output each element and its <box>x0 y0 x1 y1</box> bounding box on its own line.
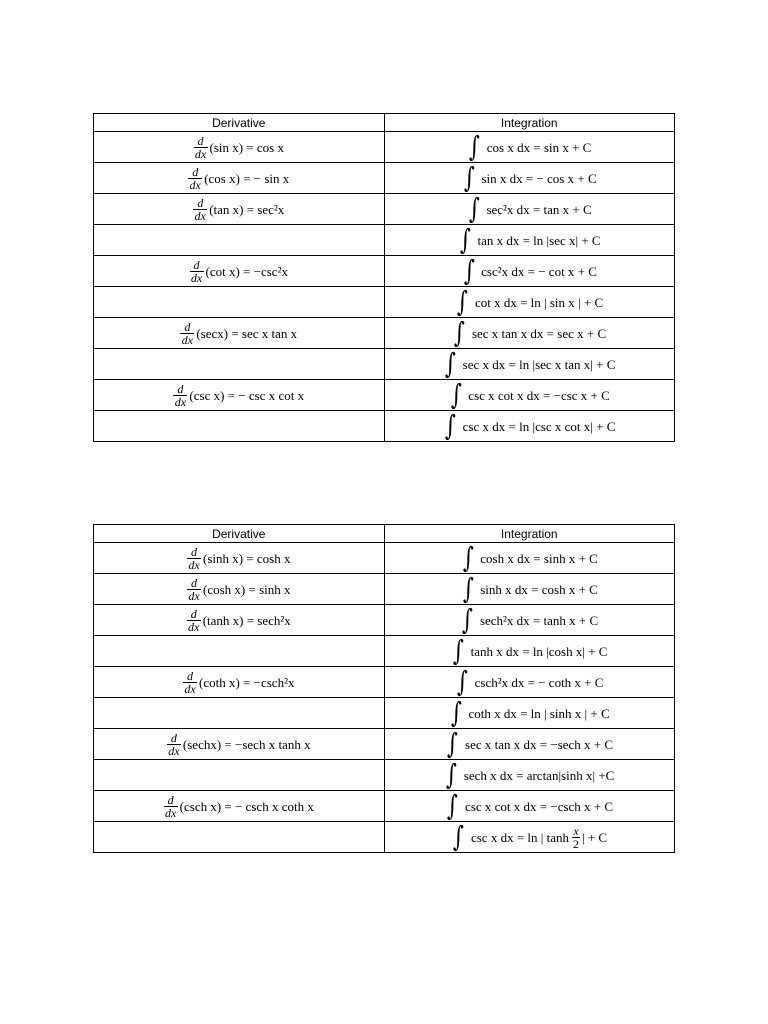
derivative-cell <box>94 791 385 822</box>
integration-cell <box>384 380 675 411</box>
fraction-numerator: d <box>191 544 197 559</box>
integration-formula: sech x dx = arctan|sinh x| +C <box>463 767 615 783</box>
table-row <box>94 543 675 574</box>
fraction-numerator: d <box>170 730 177 745</box>
table-header-row <box>94 525 675 543</box>
integration-formula: csc x dx = ln |csc x cot x| + C <box>462 418 616 434</box>
derivative-cell <box>94 349 385 380</box>
integral-sign-icon: ∫ <box>468 130 480 163</box>
fraction-denominator: dx <box>188 588 200 603</box>
integration-cell <box>384 605 675 636</box>
integral-sign-icon: ∫ <box>457 285 469 318</box>
derivative-operator <box>164 794 178 819</box>
integration-cell <box>384 132 675 163</box>
derivative-formula: (tan x) = sec²x <box>209 201 285 217</box>
integration-formula: cosh x dx = sinh x + C <box>480 550 598 566</box>
integration-cell <box>384 667 675 698</box>
fraction-numerator: d <box>197 133 204 148</box>
fraction-numerator: x <box>573 823 579 838</box>
fraction-numerator: d <box>192 164 199 179</box>
integral-sign-icon: ∫ <box>462 541 474 574</box>
integral-sign-icon: ∫ <box>468 192 480 225</box>
fraction-numerator: d <box>197 195 204 210</box>
derivative-cell <box>94 698 385 729</box>
integration-column-header: Integration <box>384 114 675 132</box>
fraction-denominator: dx <box>181 332 193 347</box>
derivative-column-header: Derivative <box>94 525 385 543</box>
table-row <box>94 605 675 636</box>
derivative-cell <box>94 225 385 256</box>
derivative-cell <box>94 574 385 605</box>
derivative-operator <box>187 546 201 571</box>
derivative-cell <box>94 636 385 667</box>
fraction-denominator: dx <box>184 681 196 696</box>
derivative-cell <box>94 605 385 636</box>
table-header-row <box>94 114 675 132</box>
hyperbolic-derivative-integration-table <box>93 524 675 853</box>
table-row <box>94 287 675 318</box>
derivative-formula: (cosh x) = sinh x <box>203 581 291 597</box>
table-row <box>94 132 675 163</box>
integration-cell <box>384 574 675 605</box>
integration-formula: cos x dx = sin x + C <box>486 139 592 155</box>
integration-formula: coth x dx = ln | sinh x | + C <box>468 705 610 721</box>
fraction-numerator: d <box>190 606 197 621</box>
integral-sign-icon: ∫ <box>452 634 464 667</box>
fraction-denominator: dx <box>188 557 200 572</box>
table-row <box>94 194 675 225</box>
derivative-cell <box>94 667 385 698</box>
derivative-operator <box>173 383 187 408</box>
fraction-numerator: d <box>184 319 191 334</box>
derivative-cell <box>94 318 385 349</box>
derivative-operator <box>167 732 181 757</box>
integral-sign-icon: ∫ <box>459 223 471 256</box>
fraction-denominator: dx <box>174 394 187 409</box>
derivative-column-header: Derivative <box>94 114 385 132</box>
integration-formula: csc x dx = ln | tanh <box>470 829 569 845</box>
integration-cell <box>384 194 675 225</box>
derivative-cell <box>94 163 385 194</box>
integral-sign-icon: ∫ <box>462 572 474 605</box>
integration-cell <box>384 822 675 853</box>
derivative-cell <box>94 760 385 791</box>
integration-cell <box>384 256 675 287</box>
derivative-formula: (sinh x) = cosh x <box>203 550 291 566</box>
fraction-numerator: d <box>191 575 197 590</box>
derivative-formula: (tanh x) = sech²x <box>202 612 291 628</box>
table-row <box>94 349 675 380</box>
table-row <box>94 256 675 287</box>
integration-cell <box>384 163 675 194</box>
integration-cell <box>384 225 675 256</box>
fraction-denominator: dx <box>165 805 177 820</box>
derivative-operator <box>187 577 201 602</box>
integral-sign-icon: ∫ <box>447 727 459 760</box>
table-row <box>94 163 675 194</box>
fraction-denominator: dx <box>190 270 203 285</box>
derivative-operator <box>188 166 202 191</box>
derivative-operator <box>180 321 194 346</box>
derivative-formula: (coth x) = −csch²x <box>199 674 295 690</box>
integral-sign-icon: ∫ <box>450 696 462 729</box>
integration-formula: tanh x dx = ln |cosh x| + C <box>470 643 608 659</box>
table-row <box>94 822 675 853</box>
integral-sign-icon: ∫ <box>454 316 466 349</box>
table-row <box>94 574 675 605</box>
derivative-cell <box>94 822 385 853</box>
derivative-cell <box>94 256 385 287</box>
derivative-cell <box>94 543 385 574</box>
table-row <box>94 380 675 411</box>
fraction-denominator: dx <box>194 208 206 223</box>
table-row <box>94 636 675 667</box>
table-row <box>94 791 675 822</box>
derivative-formula: (csch x) = − csch x coth x <box>179 798 314 814</box>
integration-cell <box>384 543 675 574</box>
integration-formula: tan x dx = ln |sec x| + C <box>477 232 601 248</box>
integration-formula: csc²x dx = − cot x + C <box>481 263 597 279</box>
derivative-operator <box>190 259 204 284</box>
derivative-formula: (csc x) = − csc x cot x <box>189 387 305 403</box>
integration-column-header: Integration <box>384 525 675 543</box>
integration-formula: sech²x dx = tanh x + C <box>479 612 599 628</box>
integration-formula: csch²x dx = − coth x + C <box>474 674 604 690</box>
derivative-formula: (secx) = sec x tan x <box>196 325 298 341</box>
derivative-formula: (sin x) = cos x <box>209 139 284 155</box>
derivative-cell <box>94 729 385 760</box>
table-row <box>94 667 675 698</box>
derivative-operator <box>193 197 207 222</box>
derivative-formula: (cos x) = − sin x <box>204 170 290 186</box>
trig-derivative-integration-table <box>93 113 675 442</box>
derivative-formula: (cot x) = −csc²x <box>205 263 288 279</box>
table-row <box>94 225 675 256</box>
fraction-denominator: dx <box>188 619 200 634</box>
integration-cell <box>384 698 675 729</box>
fraction-denominator: dx <box>189 177 201 192</box>
fraction-numerator: d <box>167 792 174 807</box>
integral-sign-icon: ∫ <box>450 378 462 411</box>
derivative-operator <box>187 608 201 633</box>
table-row <box>94 729 675 760</box>
derivative-operator <box>183 670 197 695</box>
integration-formula: cot x dx = ln | sin x | + C <box>474 294 604 310</box>
integration-formula: sec x tan x dx = −sech x + C <box>465 736 614 752</box>
integration-formula: csc x cot x dx = −csch x + C <box>465 798 614 814</box>
integration-cell <box>384 636 675 667</box>
fraction-denominator: dx <box>168 743 180 758</box>
integration-cell <box>384 287 675 318</box>
integral-sign-icon: ∫ <box>463 161 475 194</box>
integral-sign-icon: ∫ <box>444 409 456 442</box>
derivative-cell <box>94 132 385 163</box>
integration-cell <box>384 318 675 349</box>
fraction-numerator: d <box>193 257 200 272</box>
fraction-denominator: 2 <box>573 836 579 851</box>
fraction-numerator: d <box>177 381 184 396</box>
integration-cell <box>384 411 675 442</box>
integral-sign-icon: ∫ <box>453 820 465 853</box>
fraction-denominator: dx <box>194 146 207 161</box>
integration-formula: sin x dx = − cos x + C <box>481 170 597 186</box>
integral-sign-icon: ∫ <box>444 347 456 380</box>
half-angle-fraction <box>572 825 580 850</box>
table-row <box>94 411 675 442</box>
integration-formula-tail: | + C <box>582 829 608 845</box>
fraction-numerator: d <box>187 668 194 683</box>
integration-formula: sec x dx = ln |sec x tan x| + C <box>462 356 616 372</box>
table-row <box>94 760 675 791</box>
table-row <box>94 318 675 349</box>
integration-formula: sinh x dx = cosh x + C <box>480 581 598 597</box>
derivative-operator <box>194 135 208 160</box>
integral-sign-icon: ∫ <box>463 254 475 287</box>
integral-sign-icon: ∫ <box>462 603 474 636</box>
integration-formula: csc x cot x dx = −csc x + C <box>468 387 610 403</box>
integration-cell <box>384 349 675 380</box>
derivative-cell <box>94 380 385 411</box>
integration-formula: sec²x dx = tan x + C <box>486 201 592 217</box>
table-row <box>94 698 675 729</box>
derivative-formula: (sechx) = −sech x tanh x <box>182 736 311 752</box>
integration-cell <box>384 729 675 760</box>
integration-cell <box>384 760 675 791</box>
integral-sign-icon: ∫ <box>447 789 459 822</box>
derivative-cell <box>94 194 385 225</box>
integral-sign-icon: ∫ <box>456 665 468 698</box>
integration-cell <box>384 791 675 822</box>
integration-formula: sec x tan x dx = sec x + C <box>471 325 607 341</box>
derivative-cell <box>94 287 385 318</box>
derivative-cell <box>94 411 385 442</box>
integral-sign-icon: ∫ <box>445 758 457 791</box>
